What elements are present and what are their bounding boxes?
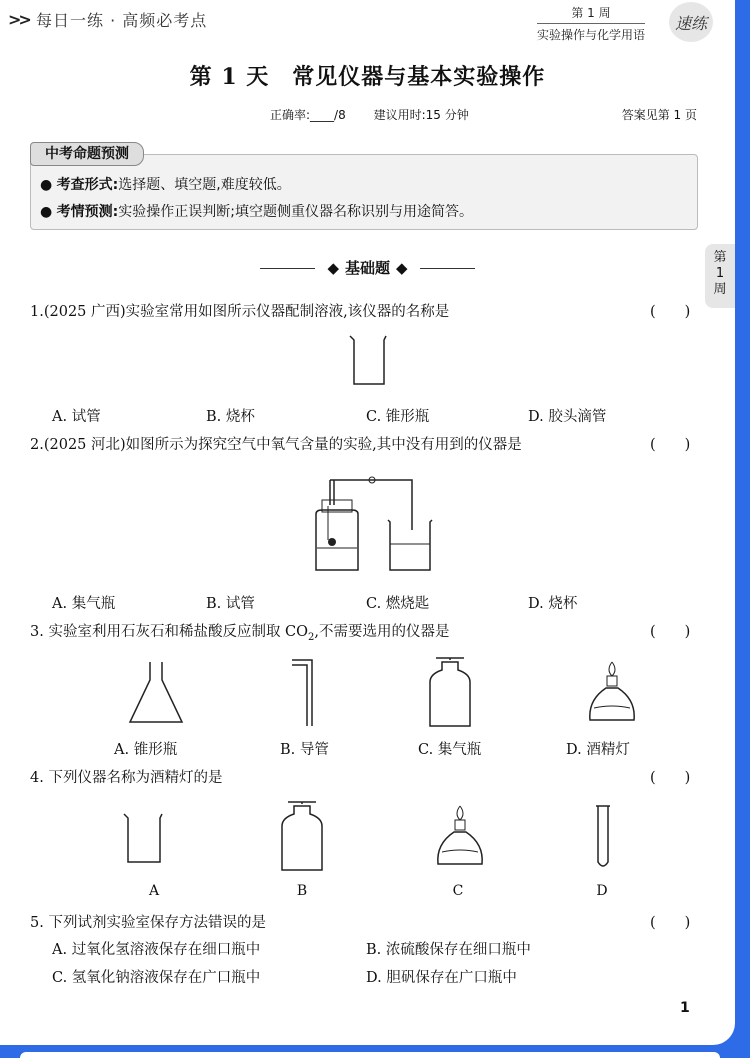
- next-page-edge: [20, 1052, 720, 1058]
- option[interactable]: D. 酒精灯: [566, 742, 630, 758]
- answer-paren[interactable]: ( ): [650, 915, 691, 931]
- question-2-stem: 2.(2025 河北)如图所示为探究空气中氧气含量的实验,其中没有用到的仪器是: [30, 437, 522, 453]
- option[interactable]: B. 导管: [280, 742, 329, 758]
- answer-paren[interactable]: ( ): [650, 304, 691, 320]
- conical-flask-icon: [128, 660, 184, 726]
- question-5-stem: 5. 下列试剂实验室保存方法错误的是: [30, 915, 266, 931]
- beaker-icon: [122, 812, 164, 864]
- page-number: 1: [680, 1000, 690, 1016]
- option[interactable]: A: [148, 883, 160, 899]
- option[interactable]: D. 烧杯: [528, 596, 578, 612]
- beaker-icon: [348, 334, 388, 386]
- question-3-stem: 3. 实验室利用石灰石和稀盐酸反应制取 $CO_2$,不需要选用的仪器是: [30, 624, 450, 643]
- forecast-tab: 中考命题预测: [30, 142, 144, 166]
- header-week-topic: 实验操作与化学用语: [536, 28, 645, 42]
- option[interactable]: C: [452, 883, 464, 899]
- header-week-block: [537, 4, 645, 43]
- answer-reference: 答案见第 1 页: [621, 108, 697, 122]
- page-header: [0, 0, 735, 42]
- speed-stamp-logo: 速练: [669, 2, 713, 42]
- page-title: 第 1 天 常见仪器与基本实验操作: [189, 64, 546, 90]
- option[interactable]: B: [296, 883, 308, 899]
- alcohol-lamp-icon: [432, 804, 488, 868]
- question-1-stem: 1.(2025 广西)实验室常用如图所示仪器配制溶液,该仪器的名称是: [30, 304, 450, 320]
- question-4-stem: 4. 下列仪器名称为酒精灯的是: [30, 770, 223, 786]
- suggested-time: 建议用时:15 分钟: [373, 108, 469, 122]
- answer-paren[interactable]: ( ): [650, 624, 691, 640]
- header-series-title: 每日一练 · 高频必考点: [36, 11, 208, 30]
- answer-paren[interactable]: ( ): [650, 437, 691, 453]
- gas-jar-icon: [428, 656, 472, 728]
- option[interactable]: A. 过氧化氢溶液保存在细口瓶中: [52, 942, 261, 958]
- week-side-tab: 第 1 周: [705, 244, 735, 308]
- option[interactable]: A. 集气瓶: [52, 596, 116, 612]
- forecast-line: ● 考情预测:实验操作正误判断;填空题侧重仪器名称识别与用途简答。: [40, 204, 473, 220]
- option[interactable]: C. 燃烧匙: [366, 596, 430, 612]
- glass-tube-icon: [290, 658, 320, 728]
- option[interactable]: D. 胆矾保存在广口瓶中: [366, 970, 517, 986]
- double-chevron-icon: >>: [8, 10, 29, 29]
- forecast-line: ● 考查形式:选择题、填空题,难度较低。: [40, 177, 291, 193]
- option[interactable]: C. 氢氧化钠溶液保存在广口瓶中: [52, 970, 261, 986]
- option[interactable]: A. 试管: [52, 409, 101, 425]
- option[interactable]: B. 烧杯: [206, 409, 255, 425]
- section-heading: ◆ 基础题 ◆: [0, 257, 735, 278]
- option[interactable]: C. 锥形瓶: [366, 409, 430, 425]
- oxygen-apparatus-icon: [300, 470, 440, 580]
- option[interactable]: A. 锥形瓶: [114, 742, 178, 758]
- alcohol-lamp-icon: [584, 660, 640, 724]
- option[interactable]: C. 集气瓶: [418, 742, 482, 758]
- option[interactable]: D: [596, 883, 608, 899]
- header-week: 第 1 周: [537, 4, 645, 24]
- test-tube-icon: [594, 804, 612, 870]
- meta-line: [270, 106, 493, 123]
- gas-jar-icon: [280, 800, 324, 872]
- answer-paren[interactable]: ( ): [650, 770, 691, 786]
- option[interactable]: B. 试管: [206, 596, 255, 612]
- option[interactable]: B. 浓硫酸保存在细口瓶中: [366, 942, 531, 958]
- accuracy-field: 正确率:____/8: [270, 108, 346, 122]
- option[interactable]: D. 胶头滴管: [528, 409, 607, 425]
